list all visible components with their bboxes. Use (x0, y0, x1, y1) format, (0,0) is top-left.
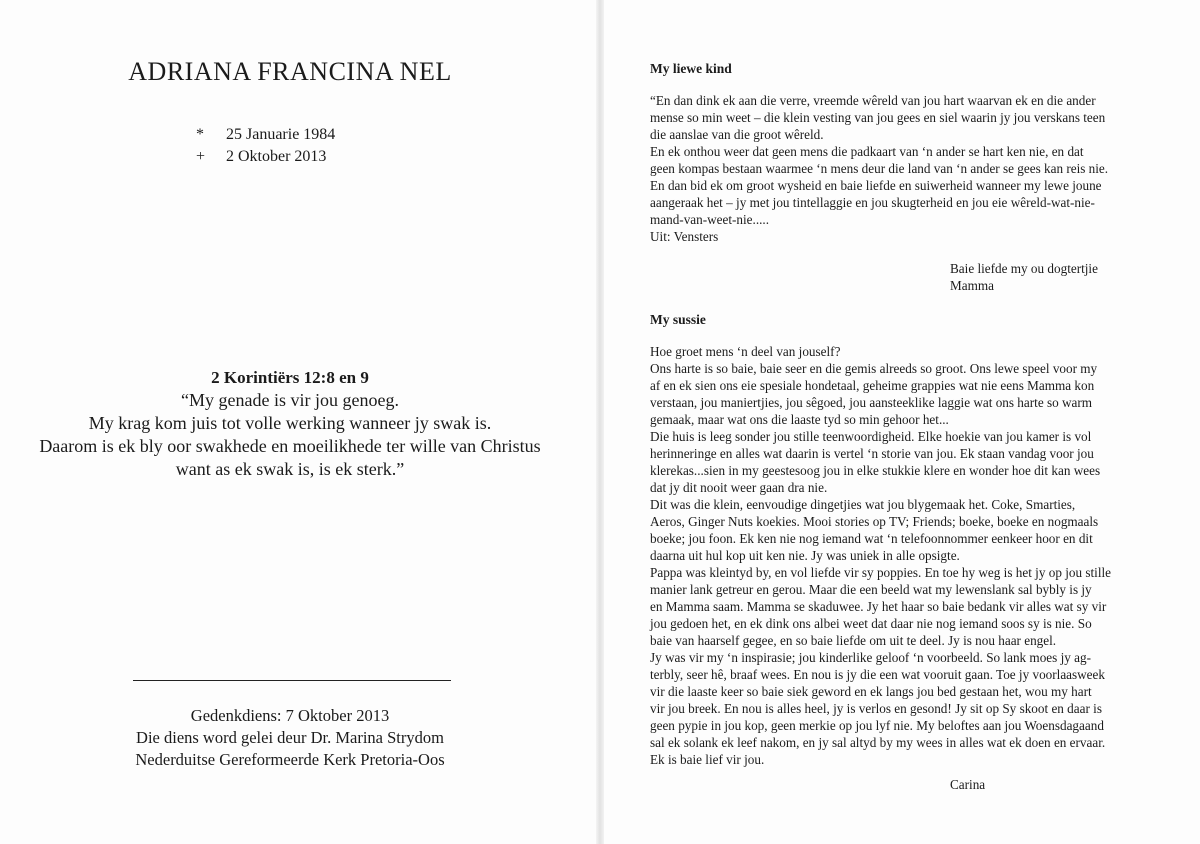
memorial-service-info (0, 705, 580, 771)
divider-line (133, 680, 451, 681)
section2-signature: Carina (950, 777, 986, 792)
scripture-verse (0, 366, 580, 481)
text-line: En ek onthou weer dat geen mens die padkaart van ‘n ander se hart ken nie, en dat (650, 144, 1084, 159)
verse-line: want as ek swak is, is ek sterk.” (175, 459, 405, 479)
signature-line: Baie liefde my ou dogtertjie (950, 261, 1098, 276)
text-line: af en ek sien ons eie spesiale hondetaal, geheime grappies wat nie eens Mamma kon (650, 378, 1095, 393)
text-line: dat jy dit nooit weer gaan dra nie. (650, 480, 828, 495)
text-line: Dit was die klein, eenvoudige dingetjies wat jou blygemaak het. Coke, Smarties, (650, 497, 1076, 512)
deceased-name: ADRIANA FRANCINA NEL (128, 57, 452, 86)
verse-reference: 2 Korintiërs 12:8 en 9 (211, 368, 369, 387)
death-date: 2 Oktober 2013 (226, 148, 327, 165)
text-line: Aeros, Ginger Nuts koekies. Mooi stories op TV; Friends; boeke, boeke en nogmaals (650, 514, 1099, 529)
text-line: gemaak, maar wat ons die laaste tyd so min gehoor het... (650, 412, 949, 427)
section-title-my-sussie: My sussie (650, 312, 706, 327)
text-line: baie van haarself gegee, en so baie liefde om uit te deel. Jy is nou haar engel. (650, 633, 1057, 648)
text-line: jou gedoen het, en ek dink ons albei weet dat daar nie nog iemand soos sy is nie. So (650, 616, 1092, 631)
text-line: en Mamma saam. Mamma se skaduwee. Jy het haar so baie bedank vir alles wat sy vir (650, 599, 1107, 614)
text-line: mense so min weet – die klein vesting van jou gees en siel waarin jy jou verskans teen (650, 110, 1106, 125)
text-line: sal ek solank ek leef nakom, en jy sal altyd by my wees in alles wat ek doen en ervaar. (650, 735, 1106, 750)
text-line: “En dan dink ek aan die verre, vreemde wêreld van jou hart waarvan ek en die ander (650, 93, 1096, 108)
text-line: mand-van-weet-nie..... (650, 212, 770, 227)
service-line: Gedenkdiens: 7 Oktober 2013 (190, 706, 390, 725)
text-line: terbly, seer hê, braaf wees. En nou is jy die een wat vooruit gaan. Toe jy voorlaasweek (650, 667, 1105, 682)
text-line: aangeraak het – jy met jou tintellaggie en jou skugterheid en jou eie wêreld-wat-nie- (650, 195, 1095, 210)
text-line: Ons harte is so baie, baie seer en die gemis alreeds so groot. Ons lewe speel voor my (650, 361, 1098, 376)
verse-line: My krag kom juis tot volle werking wanneer jy swak is. (88, 413, 492, 433)
death-row (196, 146, 335, 168)
death-symbol: + (196, 148, 206, 165)
verse-line: “My genade is vir jou genoeg. (181, 390, 399, 410)
section1-signature (950, 260, 1098, 294)
text-line: geen pypie in jou kop, geen merkie op jou lyf nie. My beloftes aan jou Woensdagaand (650, 718, 1104, 733)
section1-paragraph (650, 92, 1150, 245)
section2-paragraph (650, 343, 1150, 768)
text-line: die aanslae van die groot wêreld. (650, 127, 824, 142)
birth-row (196, 124, 335, 146)
section-title-my-liewe-kind: My liewe kind (650, 61, 732, 76)
text-line: vir die laaste keer so baie siek geword en ek langs jou bed gestaan het, wou my hart (650, 684, 1092, 699)
text-line: geen kompas bestaan waarmee ‘n mens deur die land van ‘n ander se gees kan reis nie. (650, 161, 1109, 176)
text-line: Hoe groet mens ‘n deel van jouself? (650, 344, 841, 359)
text-line: herinneringe en alles wat daarin is vertel ‘n storie van jou. Ek staan vandag voor jou (650, 446, 1094, 461)
text-line: verstaan, jou maniertjies, jou sêgoed, jou aansteeklike laggie wat ons harte so warm (650, 395, 1093, 410)
page-fold (596, 0, 604, 844)
text-line: Pappa was kleintyd by, en vol liefde vir sy poppies. En toe hy weg is het jy op jou stille (650, 565, 1112, 580)
text-line: boeke; jou foon. Ek ken nie nog iemand wat ‘n telefoonnommer eenkeer hoor en dit (650, 531, 1093, 546)
birth-date: 25 Januarie 1984 (226, 126, 336, 143)
text-line: daarna uit hul kop uit ken nie. Jy was uniek in alle opsigte. (650, 548, 960, 563)
text-line: vir jou breek. En nou is alles heel, jy is verlos en gesond! Jy sit op Sy skoot en daar is (650, 701, 1102, 716)
text-line: klerekas...sien in my geestesoog jou in elke stukkie klere en wonder hoe dit kan wees (650, 463, 1101, 478)
text-line: En dan bid ek om groot wysheid en baie liefde en suiwerheid wanneer my lewe joune (650, 178, 1102, 193)
signature-line: Mamma (950, 278, 994, 293)
birth-symbol: * (196, 126, 204, 143)
service-line: Die diens word gelei deur Dr. Marina Strydom (136, 728, 444, 747)
text-line: manier lank getreur en gerou. Maar die een beeld wat my lewenslank sal bybly is jy (650, 582, 1092, 597)
text-line: Ek is baie lief vir jou. (650, 752, 765, 767)
service-line: Nederduitse Gereformeerde Kerk Pretoria-Oos (135, 750, 445, 769)
life-dates (196, 124, 335, 168)
text-line: Jy was vir my ‘n inspirasie; jou kinderlike geloof ‘n voorbeeld. So lank moes jy ag- (650, 650, 1091, 665)
verse-line: Daarom is ek bly oor swakhede en moeilikhede ter wille van Christus (39, 436, 541, 456)
text-line: Die huis is leeg sonder jou stille teenwoordigheid. Elke hoekie van jou kamer is vol (650, 429, 1092, 444)
text-line: Uit: Vensters (650, 229, 719, 244)
